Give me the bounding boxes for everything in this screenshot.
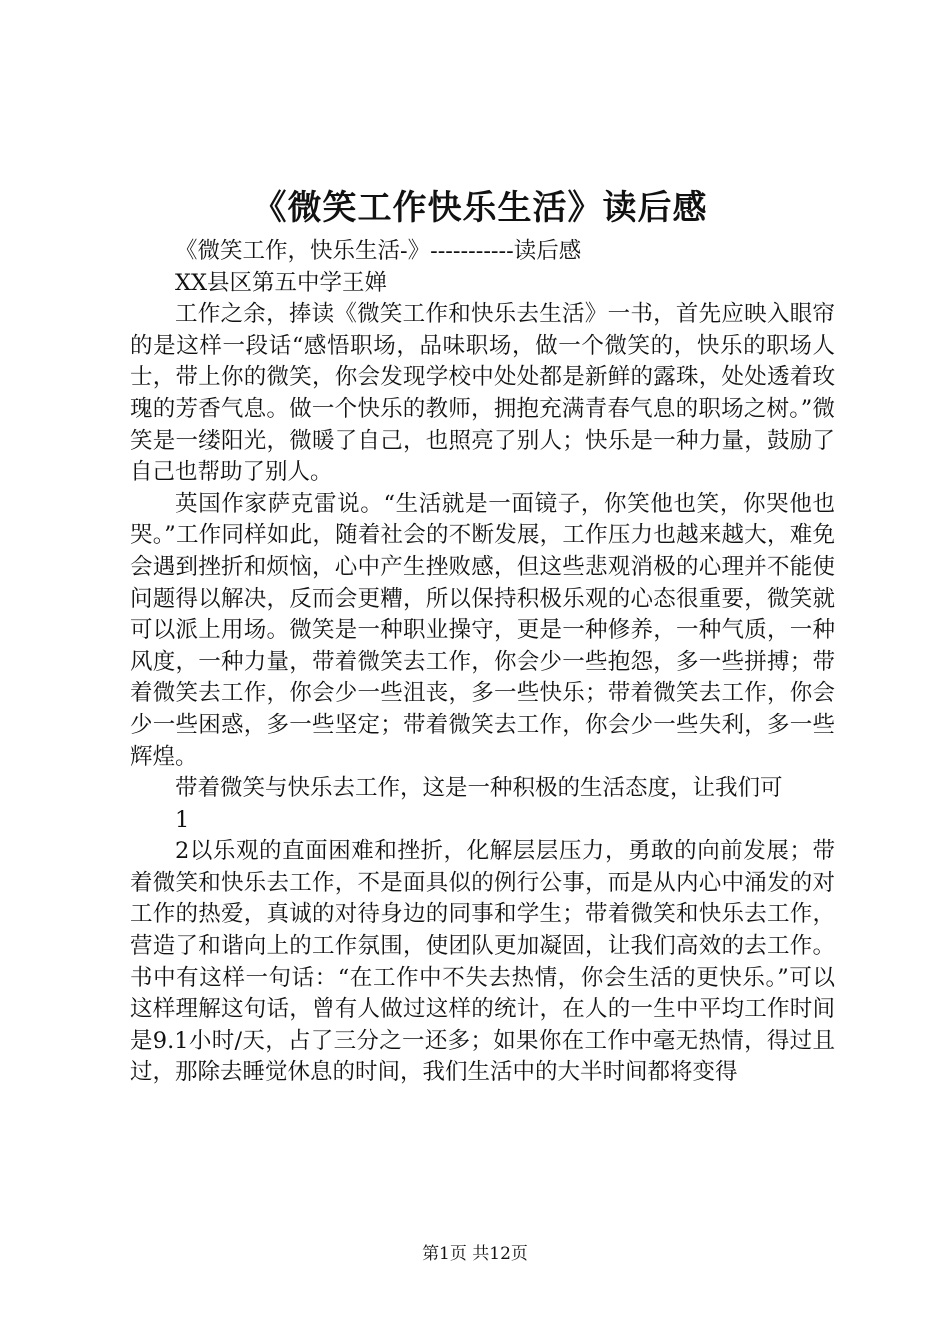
inline-page-number: 1 xyxy=(175,806,190,833)
paragraph-2: 英国作家萨克雷说。“生活就是一面镜子，你笑他也笑，你哭他也哭。”工作同样如此，随着社会的不断发展，工作压力也越来越大，难免会遇到挫折和烦恼，心中产生挫败感，但这些悲观消极的心理并不能使问题得以解决，反而会更糟，所以保持积极乐观的心态很重要，微笑就可以派上用场。微笑是一种职业操守，更是一种修养，一种气质，一种风度，一种力量，带着微笑去工作，你会少一些抱怨，多一些拼搏；带着微笑去工作，你会少一些沮丧，多一些快乐；带着微笑去工作，你会少一些困惑，多一些坚定；带着微笑去工作，你会少一些失利，多一些辉煌。 xyxy=(130,490,835,770)
paragraph-1: 工作之余，捧读《微笑工作和快乐去生活》一书，首先应映入眼帘的是这样一段话“感悟职场，品味职场，做一个微笑的，快乐的职场人士，带上你的微笑，你会发现学校中处处都是新鲜的露珠，处处透着玫瑰的芳香气息。做一个快乐的教师，拥抱充满青春气息的职场之树。”微笑是一缕阳光，微暖了自己，也照亮了别人；快乐是一种力量，鼓励了自己也帮助了别人。 xyxy=(130,301,835,486)
paragraph-3: 带着微笑与快乐去工作，这是一种积极的生活态度，让我们可 xyxy=(175,775,783,802)
page-footer: 第1页 共12页 xyxy=(422,1244,528,1264)
book-subtitle-line: 《微笑工作，快乐生活-》-----------读后感 xyxy=(175,238,582,264)
paragraph-4: 2以乐观的直面困难和挫折，化解层层压力，勇敢的向前发展；带着微笑和快乐去工作，不是面具似的例行公事，而是从内心中涌发的对工作的热爱，真诚的对待身边的同事和学生；带着微笑和快乐去工作，营造了和谐向上的工作氛围，使团队更加凝固，让我们高效的去工作。书中有这样一句话：“在工作中不失去热情，你会生活的更快乐。”可以这样理解这句话，曾有人做过这样的统计，在人的一生中平均工作时间是9.1小时/天，占了三分之一还多；如果你在工作中毫无热情，得过且过，那除去睡觉休息的时间，我们生活中的大半时间都将变得 xyxy=(130,838,835,1086)
document-body xyxy=(130,236,835,1089)
document-title: 《微笑工作快乐生活》读后感 xyxy=(252,188,708,228)
author-line: XX县区第五中学王婵 xyxy=(175,269,388,296)
